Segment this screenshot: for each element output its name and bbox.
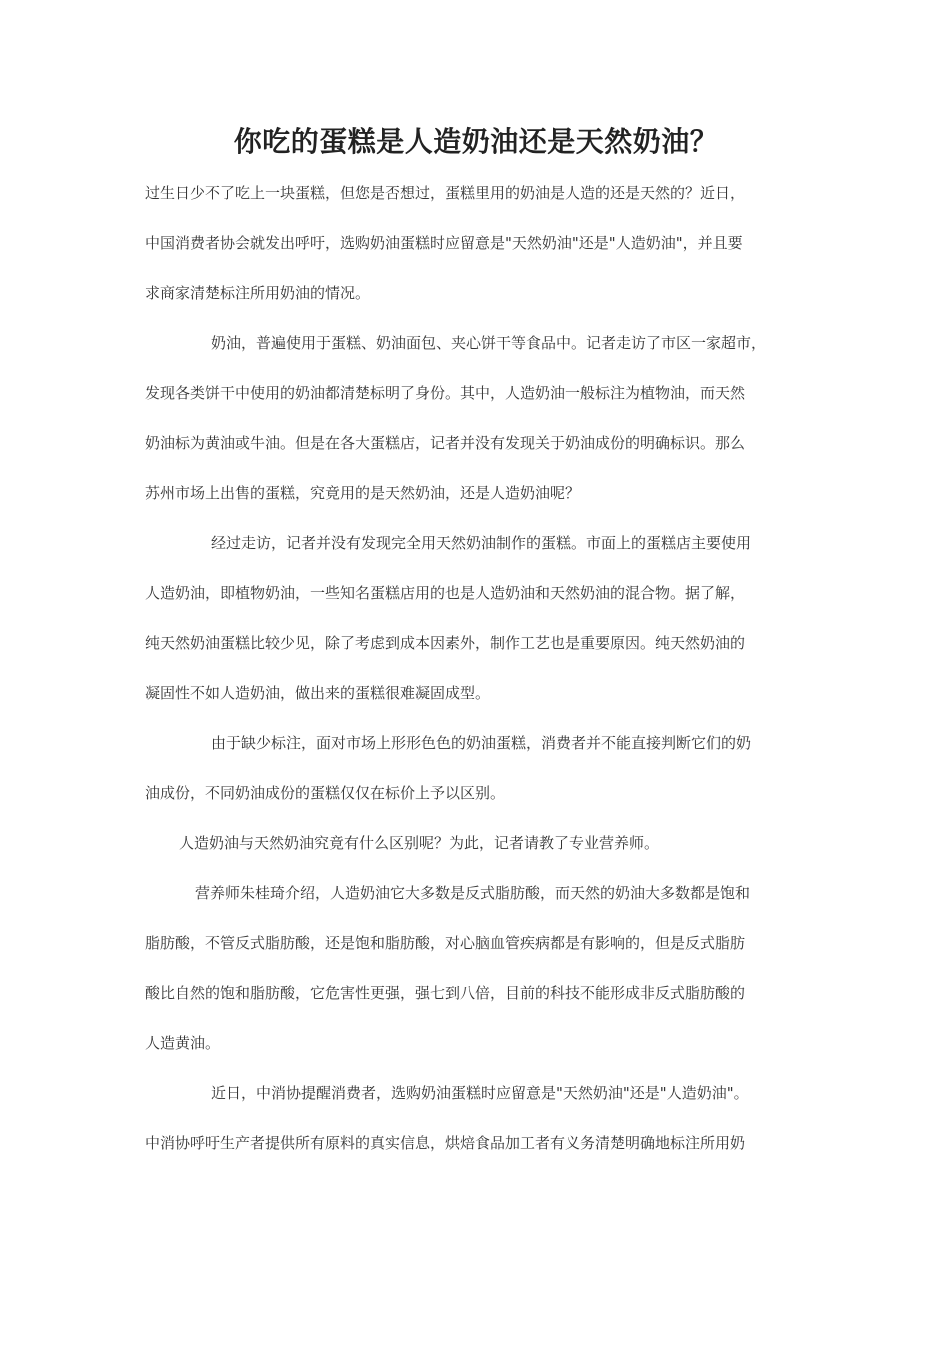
paragraph-7-line-2: 中消协呼吁生产者提供所有原料的真实信息，烘焙食品加工者有义务清楚明确地标注所用奶 bbox=[145, 1134, 746, 1152]
document-body bbox=[145, 168, 815, 1168]
paragraph-3-line-4: 凝固性不如人造奶油，做出来的蛋糕很难凝固成型。 bbox=[145, 684, 491, 702]
paragraph-2-line-3: 奶油标为黄油或牛油。但是在各大蛋糕店，记者并没有发现关于奶油成份的明确标识。那么 bbox=[145, 434, 746, 452]
paragraph-1-line-3: 求商家清楚标注所用奶油的情况。 bbox=[145, 284, 371, 302]
paragraph-6-line-3: 酸比自然的饱和脂肪酸，它危害性更强，强七到八倍，目前的科技不能形成非反式脂肪酸的 bbox=[145, 984, 746, 1002]
document-title: 你吃的蛋糕是人造奶油还是天然奶油？ bbox=[233, 125, 719, 158]
paragraph-3-line-2: 人造奶油，即植物奶油，一些知名蛋糕店用的也是人造奶油和天然奶油的混合物。据了解， bbox=[145, 584, 746, 602]
paragraph-6-line-4: 人造黄油。 bbox=[145, 1034, 221, 1052]
paragraph-2-line-4: 苏州市场上出售的蛋糕，究竟用的是天然奶油，还是人造奶油呢？ bbox=[145, 484, 581, 502]
paragraph-4-line-2: 油成份，不同奶油成份的蛋糕仅仅在标价上予以区别。 bbox=[145, 784, 506, 802]
paragraph-4-line-1: 由于缺少标注，面对市场上形形色色的奶油蛋糕，消费者并不能直接判断它们的奶 bbox=[211, 734, 752, 752]
paragraph-3-line-1: 经过走访，记者并没有发现完全用天然奶油制作的蛋糕。市面上的蛋糕店主要使用 bbox=[211, 534, 752, 552]
paragraph-1-line-2: 中国消费者协会就发出呼吁，选购奶油蛋糕时应留意是"天然奶油"还是"人造奶油"，并且要 bbox=[145, 234, 743, 252]
paragraph-7-line-1: 近日，中消协提醒消费者，选购奶油蛋糕时应留意是"天然奶油"还是"人造奶油"。 bbox=[211, 1084, 749, 1102]
paragraph-6-line-2: 脂肪酸，不管反式脂肪酸，还是饱和脂肪酸，对心脑血管疾病都是有影响的，但是反式脂肪 bbox=[145, 934, 746, 952]
paragraph-6-line-1: 营养师朱桂琦介绍，人造奶油它大多数是反式脂肪酸，而天然的奶油大多数都是饱和 bbox=[195, 884, 751, 902]
paragraph-3-line-3: 纯天然奶油蛋糕比较少见，除了考虑到成本因素外，制作工艺也是重要原因。纯天然奶油的 bbox=[145, 634, 746, 652]
paragraph-5-line-1: 人造奶油与天然奶油究竟有什么区别呢？为此，记者请教了专业营养师。 bbox=[179, 834, 660, 852]
paragraph-2-line-1: 奶油，普遍使用于蛋糕、奶油面包、夹心饼干等食品中。记者走访了市区一家超市， bbox=[211, 334, 767, 352]
paragraph-2-line-2: 发现各类饼干中使用的奶油都清楚标明了身份。其中，人造奶油一般标注为植物油，而天然 bbox=[145, 384, 746, 402]
paragraph-1-line-1: 过生日少不了吃上一块蛋糕，但您是否想过，蛋糕里用的奶油是人造的还是天然的？近日， bbox=[145, 184, 746, 202]
